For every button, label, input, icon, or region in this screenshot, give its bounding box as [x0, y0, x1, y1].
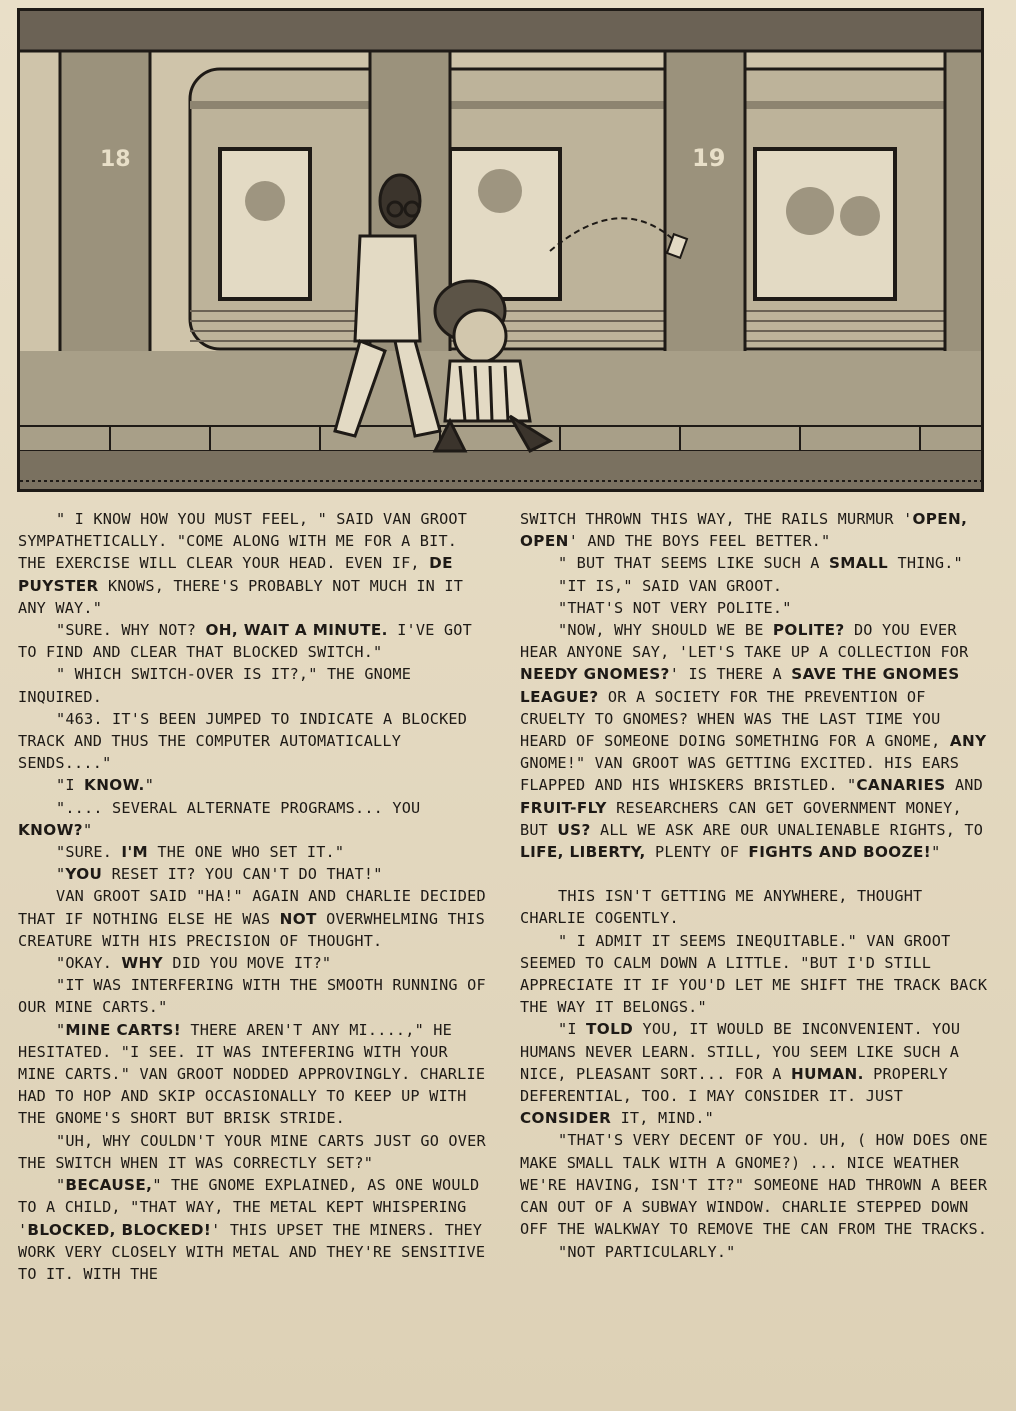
platform-number-18: 18	[100, 147, 131, 172]
text-paragraph	[520, 552, 990, 574]
body-text: "NOT PARTICULARLY."	[558, 1242, 736, 1261]
text-paragraph	[18, 619, 488, 663]
body-text: "IT WAS INTERFERING WITH THE SMOOTH RUNNING OF OUR MINE CARTS."	[18, 976, 486, 1017]
emphasis-text: OPEN, OPEN	[520, 510, 968, 551]
body-text: ALL WE ASK ARE OUR UNALIENABLE RIGHTS, TO	[590, 820, 984, 839]
body-text: "I	[56, 776, 85, 795]
body-text: IT, MIND."	[611, 1109, 715, 1128]
body-text: "	[56, 865, 66, 884]
body-text: "IT IS," SAID VAN GROOT.	[558, 576, 783, 595]
body-text: "463. IT'S BEEN JUMPED TO INDICATE A BLOCKED TRACK AND THUS THE COMPUTER AUTOMATICALLY SENDS...."	[18, 709, 468, 773]
emphasis-text: US?	[557, 820, 591, 839]
emphasis-text: NEEDY GNOMES?	[520, 665, 670, 684]
emphasis-text: DE PUYSTER	[18, 554, 453, 595]
body-text: "I	[558, 1020, 587, 1039]
body-text: I'VE GOT TO FIND AND CLEAR THAT BLOCKED SWITCH."	[18, 621, 472, 662]
text-paragraph	[18, 1019, 488, 1130]
body-text: AND	[945, 776, 983, 795]
body-text: "	[82, 820, 93, 839]
text-paragraph	[18, 841, 488, 863]
emphasis-text: BLOCKED, BLOCKED!	[27, 1220, 212, 1239]
body-text: "SURE.	[56, 843, 122, 862]
text-paragraph	[520, 885, 990, 929]
text-column-left	[18, 508, 488, 1285]
emphasis-text: SAVE THE GNOMES LEAGUE?	[520, 665, 960, 706]
body-text: THERE AREN'T ANY MI....," HE HESITATED. "I SEE. IT WAS INTEFERING WITH YOUR MINE CARTS." VAN GROOT NODDED APPROVINGLY. CHARLIE HAD TO HOP AND SKIP OCCASIONALLY TO KEEP UP WITH THE GNOME'S SHORT BUT BRISK STRIDE.	[18, 1020, 486, 1128]
text-paragraph	[18, 508, 488, 619]
text-paragraph	[18, 708, 488, 775]
text-paragraph	[18, 663, 488, 707]
body-text: "NOW, WHY SHOULD WE BE	[558, 621, 773, 640]
body-text: PROPERLY DEFERENTIAL, TOO. I MAY CONSIDER IT. JUST	[520, 1064, 948, 1106]
body-text: ' THIS UPSET THE MINERS. THEY WORK VERY CLOSELY WITH METAL AND THEY'RE SENSITIVE TO IT. WITH THE	[18, 1220, 486, 1283]
body-text: OVERWHELMING THIS CREATURE WITH HIS PRECISION OF THOUGHT.	[18, 909, 485, 950]
body-text: " BUT THAT SEEMS LIKE SUCH A	[558, 554, 829, 573]
body-text: DID YOU MOVE IT?"	[163, 954, 332, 973]
body-text: THIS ISN'T GETTING ME ANYWHERE, THOUGHT CHARLIE COGENTLY.	[520, 887, 923, 928]
emphasis-text: OH, WAIT A MINUTE.	[205, 621, 388, 640]
emphasis-text: FRUIT-FLY	[520, 798, 607, 817]
text-paragraph	[520, 575, 990, 597]
emphasis-text: LIFE, LIBERTY,	[520, 843, 646, 862]
body-text: " THE GNOME EXPLAINED, AS ONE WOULD TO A CHILD, "THAT WAY, THE METAL KEPT WHISPERING '	[18, 1176, 480, 1239]
emphasis-text: HUMAN.	[790, 1064, 864, 1083]
text-paragraph	[520, 1241, 990, 1263]
text-paragraph	[18, 774, 488, 796]
body-text: "	[931, 843, 941, 862]
text-paragraph	[18, 797, 488, 841]
text-paragraph	[520, 1018, 990, 1129]
emphasis-text: TOLD	[586, 1020, 634, 1039]
emphasis-text: CONSIDER	[520, 1109, 612, 1128]
text-paragraph	[520, 930, 990, 1019]
emphasis-text: NOT	[279, 909, 317, 928]
text-paragraph	[18, 952, 488, 974]
body-text: SWITCH THROWN THIS WAY, THE RAILS MURMUR '	[520, 510, 913, 528]
emphasis-text: CANARIES	[856, 776, 946, 795]
text-paragraph	[520, 1129, 990, 1240]
emphasis-text: KNOW.	[84, 776, 145, 795]
body-text: KNOWS, THERE'S PROBABLY NOT MUCH IN IT ANY WAY."	[18, 576, 464, 617]
emphasis-text: WHY	[121, 954, 164, 973]
body-text: OR A SOCIETY FOR THE PREVENTION OF CRUELTY TO GNOMES? WHEN WAS THE LAST TIME YOU HEARD OF SOMEONE DOING SOMETHING FOR A GNOME,	[520, 687, 950, 751]
emphasis-text: SMALL	[828, 554, 889, 573]
text-paragraph	[18, 1130, 488, 1174]
body-text: DO YOU EVER HEAR ANYONE SAY, 'LET'S TAKE UP A COLLECTION FOR	[520, 621, 969, 662]
body-text: "	[56, 1020, 66, 1039]
body-text: "OKAY.	[56, 954, 122, 973]
text-paragraph	[520, 508, 990, 552]
text-column-right	[520, 508, 990, 1263]
emphasis-text: ANY	[949, 732, 987, 751]
body-text: "	[144, 776, 155, 795]
body-text: ' IS THERE A	[669, 665, 792, 684]
emphasis-text: MINE CARTS!	[65, 1020, 182, 1039]
body-text: GNOME!" VAN GROOT WAS GETTING EXCITED. HIS EARS FLAPPED AND HIS WHISKERS BRISTLED. "	[520, 754, 960, 795]
text-paragraph	[520, 619, 990, 863]
body-text: YOU, IT WOULD BE INCONVENIENT. YOU HUMANS NEVER LEARN. STILL, YOU SEEM LIKE SUCH A NICE, PLEASANT SORT... FOR A	[520, 1020, 961, 1083]
body-text: "SURE. WHY NOT?	[56, 621, 206, 640]
body-text: "UH, WHY COULDN'T YOUR MINE CARTS JUST GO OVER THE SWITCH WHEN IT WAS CORRECTLY SET?"	[18, 1131, 486, 1172]
body-text: RESEARCHERS CAN GET GOVERNMENT MONEY, BUT	[520, 798, 962, 839]
body-text: PLENTY OF	[645, 843, 749, 862]
body-text: RESET IT? YOU CAN'T DO THAT!"	[102, 865, 383, 884]
body-text: ' AND THE BOYS FEEL BETTER."	[568, 532, 831, 551]
emphasis-text: POLITE?	[772, 621, 845, 640]
emphasis-text: I'M	[121, 843, 149, 862]
body-text: "THAT'S NOT VERY POLITE."	[558, 598, 792, 617]
emphasis-text: BECAUSE,	[65, 1176, 153, 1195]
text-paragraph	[520, 597, 990, 619]
body-text: THE ONE WHO SET IT."	[148, 843, 345, 862]
emphasis-text: KNOW?	[18, 820, 83, 839]
body-text: VAN GROOT SAID "HA!" AGAIN AND CHARLIE DECIDED THAT IF NOTHING ELSE HE WAS	[18, 887, 486, 928]
illustration-panel	[17, 8, 984, 492]
body-text: "	[56, 1176, 66, 1195]
platform-number-19: 19	[692, 144, 726, 172]
text-paragraph	[18, 974, 488, 1018]
subway-train	[190, 69, 981, 349]
text-paragraph	[18, 863, 488, 885]
text-paragraph	[18, 885, 488, 952]
emphasis-text: FIGHTS AND BOOZE!	[748, 843, 932, 862]
body-text: "THAT'S VERY DECENT OF YOU. UH, ( HOW DOES ONE MAKE SMALL TALK WITH A GNOME?) ... NICE WEATHER WE'RE HAVING, ISN'T IT?" SOMEONE HAD THROWN A BEER CAN OUT OF A SUBWAY WINDOW. CHARLIE STEPPED DOWN OFF THE WALKWAY TO REMOVE THE CAN FROM THE TRACKS.	[520, 1131, 988, 1239]
emphasis-text: YOU	[65, 865, 103, 884]
body-text: " WHICH SWITCH-OVER IS IT?," THE GNOME INQUIRED.	[18, 665, 412, 706]
subway-platform-illustration	[20, 11, 981, 489]
body-text: " I ADMIT IT SEEMS INEQUITABLE." VAN GROOT SEEMED TO CALM DOWN A LITTLE. "BUT I'D STILL APPRECIATE IT IF YOU'D LET ME SHIFT THE TRACK BACK THE WAY IT BELONGS."	[520, 931, 988, 1017]
body-text: THING."	[888, 554, 963, 573]
body-text: ".... SEVERAL ALTERNATE PROGRAMS... YOU	[56, 798, 421, 817]
text-paragraph	[18, 1174, 488, 1285]
body-text: " I KNOW HOW YOU MUST FEEL, " SAID VAN GROOT SYMPATHETICALLY. "COME ALONG WITH ME FOR A BIT. THE EXERCISE WILL CLEAR YOUR HEAD. EVEN IF,	[18, 510, 468, 573]
